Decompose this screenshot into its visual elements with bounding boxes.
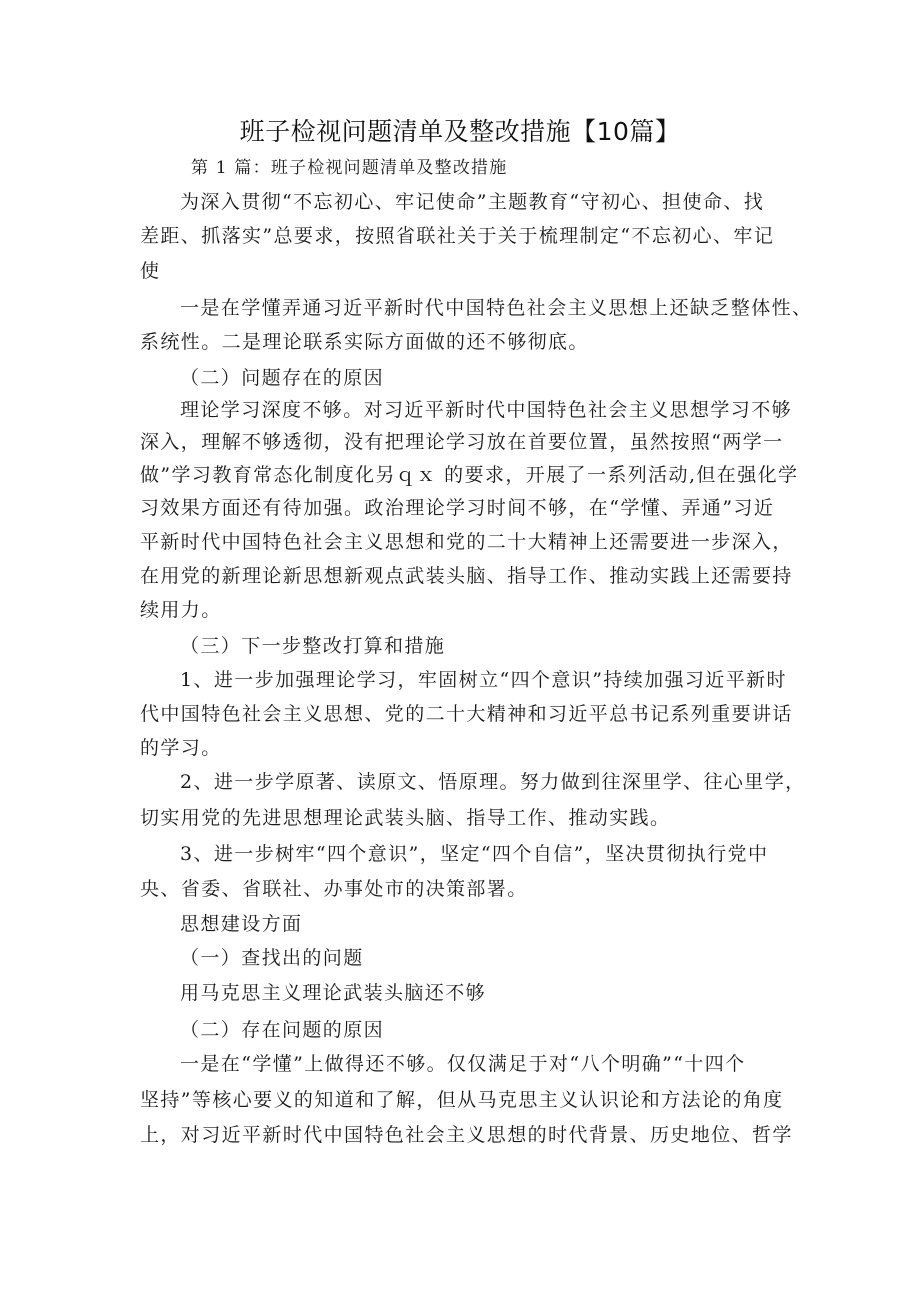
subheading: （二）问题存在的原因 [180,367,385,389]
paragraph-line: 2、进一步学原著、读原文、悟原理。努力做到往深里学、往心里学， [180,771,806,793]
paragraph-line: 3、进一步树牢“四个意识”，坚定“四个自信”，坚决贯彻执行党中 [180,843,769,865]
section-heading: 第 1 篇：班子检视问题清单及整改措施 [191,158,508,178]
paragraph-line: 代中国特色社会主义思想、党的二十大精神和习近平总书记系列重要讲话 [140,703,793,725]
paragraph-line: 在用党的新理论新思想新观点武装头脑、指导工作、推动实践上还需要持 [140,565,793,587]
paragraph-line: 深入，理解不够透彻，没有把理论学习放在首要位置，虽然按照“两学一 [140,431,784,453]
subheading: （二）存在问题的原因 [180,1019,385,1041]
paragraph-line: 做”学习教育常态化制度化另ｑｘ 的要求，开展了一系列活动,但在强化学 [140,464,799,486]
paragraph-line: 习效果方面还有待加强。政治理论学习时间不够，在“学懂、弄通”习近 [140,497,775,519]
subheading: 思想建设方面 [180,913,303,935]
paragraph-line: 1、进一步加强理论学习，牢固树立“四个意识”持续加强习近平新时 [180,669,787,691]
paragraph-line: 央、省委、省联社、办事处市的决策部署。 [140,878,528,900]
paragraph-line: 一是在学懂弄通习近平新时代中国特色社会主义思想上还缺乏整体性、 [180,297,813,319]
document-title: 班子检视问题清单及整改措施【10篇】 [239,117,681,146]
subheading: （一）查找出的问题 [180,947,364,969]
paragraph-line: 续用力。 [140,599,222,621]
paragraph-line: 差距、抓落实”总要求，按照省联社关于关于梳理制定“不忘初心、牢记 [140,225,775,247]
subheading: （三）下一步整改打算和措施 [180,635,446,657]
paragraph-line: 的学习。 [140,737,222,759]
paragraph-line: 坚持”等核心要义的知道和了解，但从马克思主义认识论和方法论的角度 [140,1089,784,1111]
paragraph-line: 理论学习深度不够。对习近平新时代中国特色社会主义思想学习不够 [180,399,793,421]
paragraph-line: 一是在“学懂”上做得还不够。仅仅满足于对“八个明确”“十四个 [180,1053,746,1075]
paragraph-line: 使 [140,260,161,282]
paragraph-line: 上，对习近平新时代中国特色社会主义思想的时代背景、历史地位、哲学 [140,1124,793,1146]
paragraph-line: 用马克思主义理论武装头脑还不够 [180,982,487,1004]
paragraph-line: 切实用党的先进思想理论武装头脑、指导工作、推动实践。 [140,807,671,829]
paragraph-line: 平新时代中国特色社会主义思想和党的二十大精神上还需要进一步深入， [140,531,793,553]
paragraph-line: 系统性。二是理论联系实际方面做的还不够彻底。 [140,331,589,353]
paragraph-line: 为深入贯彻“不忘初心、牢记使命”主题教育“守初心、担使命、找 [180,191,765,213]
